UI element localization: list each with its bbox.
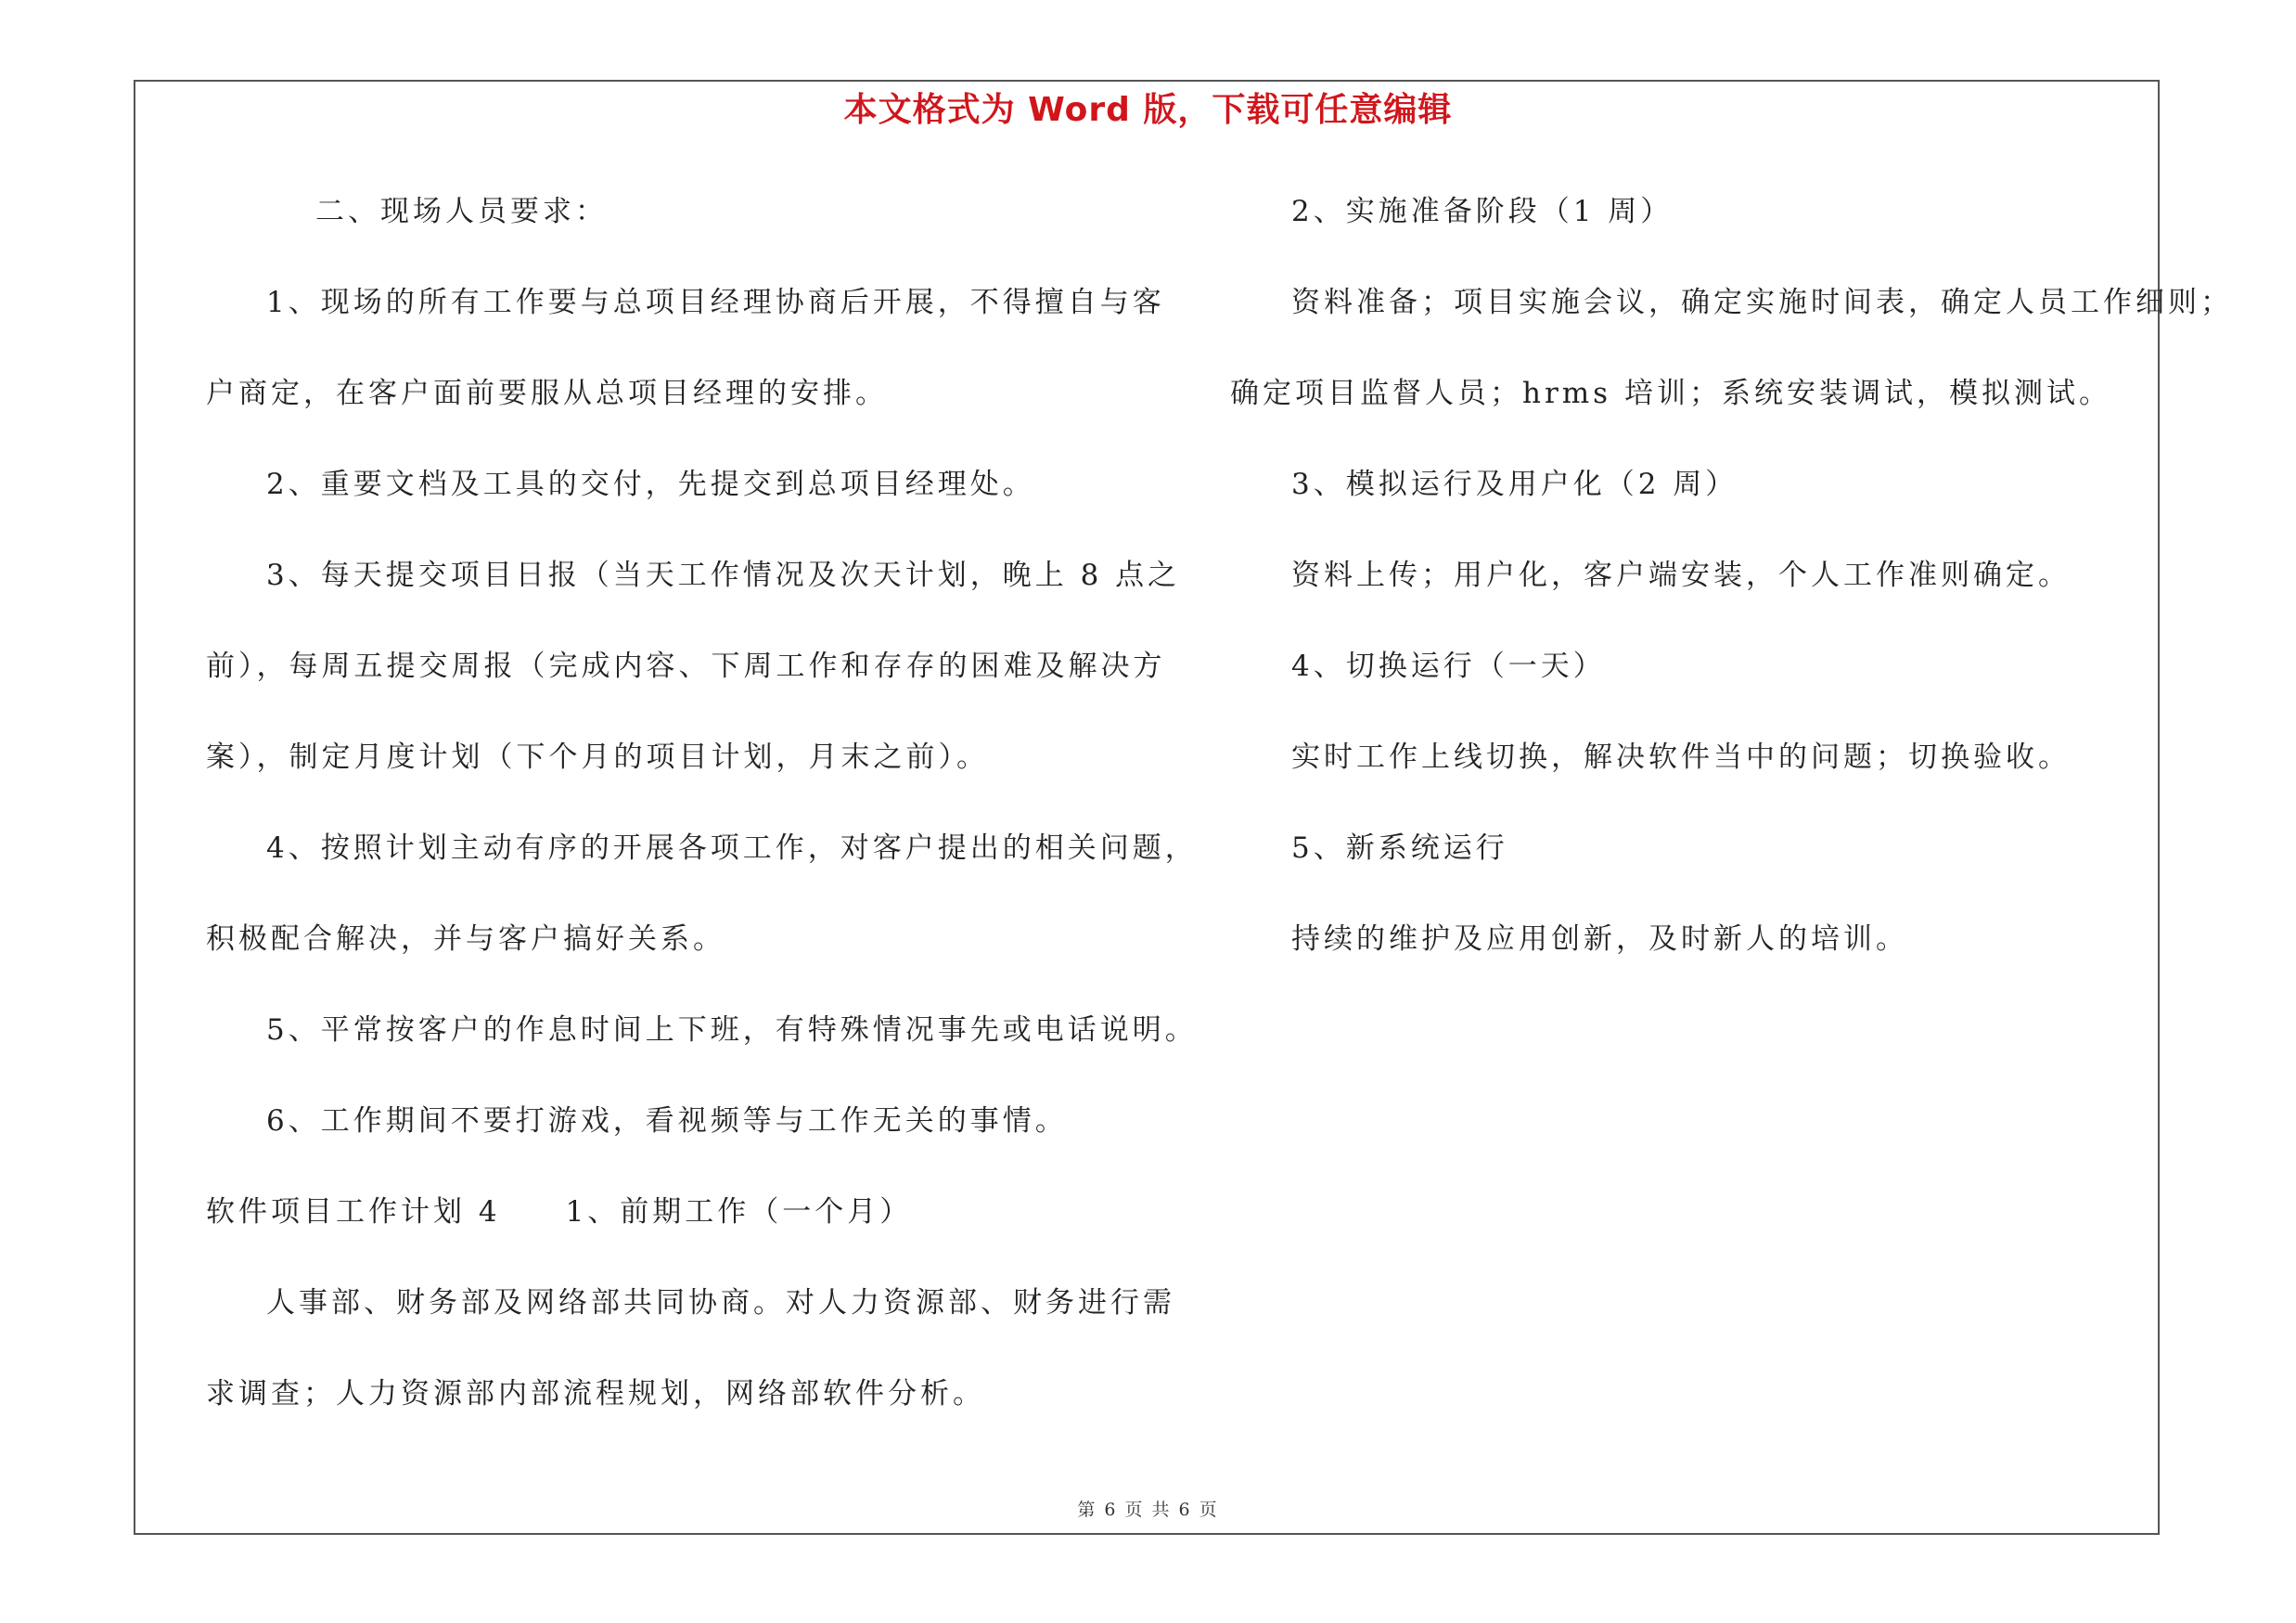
paragraph-line: 2、重要文档及工具的交付，先提交到总项目经理处。 bbox=[266, 468, 1035, 501]
paragraph-line: 实时工作上线切换，解决软件当中的问题；切换验收。 bbox=[1291, 741, 2071, 774]
paragraph-line: 户商定，在客户面前要服从总项目经理的安排。 bbox=[206, 377, 888, 410]
paragraph-line: 确定项目监督人员；hrms 培训；系统安装调试，模拟测试。 bbox=[1230, 377, 2111, 410]
phase-heading: 4、切换运行（一天） bbox=[1291, 650, 1606, 683]
paragraph-line: 案），制定月度计划（下个月的项目计划，月末之前）。 bbox=[206, 741, 989, 774]
paragraph-line: 求调查；人力资源部内部流程规划，网络部软件分析。 bbox=[206, 1377, 985, 1410]
plan-heading: 软件项目工作计划 4 1、前期工作（一个月） bbox=[206, 1195, 913, 1229]
phase-heading: 3、模拟运行及用户化（2 周） bbox=[1291, 468, 1738, 501]
paragraph-line: 4、按照计划主动有序的开展各项工作，对客户提出的相关问题， bbox=[266, 831, 1198, 865]
paragraph-line: 3、每天提交项目日报（当天工作情况及次天计划，晚上 8 点之 bbox=[266, 559, 1181, 592]
paragraph-line: 前），每周五提交周报（完成内容、下周工作和存存的困难及解决方 bbox=[206, 650, 1166, 683]
paragraph-line: 6、工作期间不要打游戏，看视频等与工作无关的事情。 bbox=[266, 1104, 1068, 1138]
paragraph-line: 人事部、财务部及网络部共同协商。对人力资源部、财务进行需 bbox=[266, 1286, 1175, 1320]
paragraph-line: 积极配合解决，并与客户搞好关系。 bbox=[206, 922, 725, 956]
page-number: 第 6 页 共 6 页 bbox=[1077, 1500, 1219, 1520]
paragraph-line: 1、现场的所有工作要与总项目经理协商后开展，不得擅自与客 bbox=[266, 286, 1165, 319]
format-banner: 本文格式为 Word 版，下载可任意编辑 bbox=[843, 91, 1453, 129]
paragraph-line: 资料上传；用户化，客户端安装，个人工作准则确定。 bbox=[1291, 559, 2071, 592]
phase-heading: 2、实施准备阶段（1 周） bbox=[1291, 195, 1674, 228]
phase-heading: 5、新系统运行 bbox=[1291, 831, 1508, 865]
paragraph-line: 5、平常按客户的作息时间上下班，有特殊情况事先或电话说明。 bbox=[266, 1013, 1198, 1047]
paragraph-line: 持续的维护及应用创新，及时新人的培训。 bbox=[1291, 922, 1908, 956]
paragraph-line: 资料准备；项目实施会议，确定实施时间表，确定人员工作细则； bbox=[1291, 286, 2233, 319]
section-heading: 二、现场人员要求： bbox=[315, 195, 608, 228]
